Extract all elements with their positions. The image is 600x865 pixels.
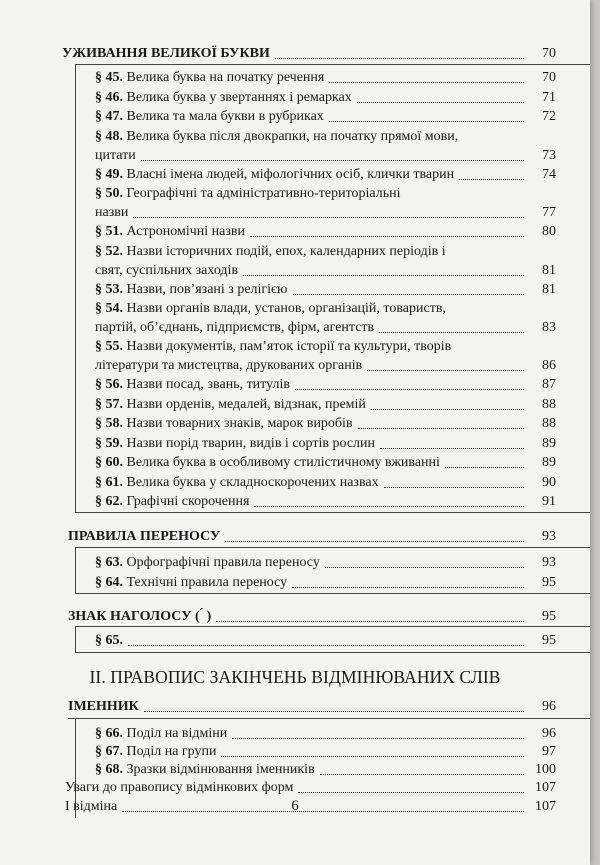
- toc-entry: [95, 555, 556, 571]
- page-ref: 71: [542, 89, 556, 105]
- toc-entry: [95, 633, 556, 649]
- toc-entry: [95, 167, 556, 183]
- dot-leader: [367, 370, 524, 371]
- entry-text: Назви порід тварин, видів і сортів рослин: [126, 435, 375, 451]
- toc-entry: [95, 186, 556, 202]
- entry-text: Географічні та адміністративно-територіальні: [126, 186, 401, 201]
- rule: [75, 652, 590, 653]
- section-number: § 68.: [95, 761, 123, 777]
- section-number: § 60.: [95, 455, 123, 470]
- dot-leader: [254, 506, 524, 507]
- dot-leader: [292, 587, 524, 588]
- dot-leader: [128, 645, 524, 646]
- section-number: § 64.: [95, 574, 123, 590]
- rule: [75, 626, 590, 627]
- section-number: § 62.: [95, 494, 123, 509]
- dot-leader: [243, 275, 524, 276]
- section-number: § 51.: [95, 224, 123, 239]
- page-ref: 87: [542, 377, 556, 392]
- entry-text-cont: партій, об’єднань, підприємств, фірм, агентств: [95, 320, 375, 335]
- vertical-rule: [75, 547, 76, 593]
- section-number: § 52.: [95, 243, 123, 259]
- entry-text: Назви орденів, медалей, відзнак, премій: [126, 396, 366, 412]
- dot-leader: [357, 102, 524, 103]
- entry-text: Зразки відмінювання іменників: [126, 761, 315, 777]
- dot-leader: [250, 236, 524, 237]
- dot-leader: [379, 332, 524, 333]
- toc-section: [68, 699, 556, 715]
- dot-leader: [459, 179, 524, 180]
- page-ref: 88: [542, 416, 556, 431]
- toc-entry-cont: [95, 205, 556, 221]
- section-number: § 45.: [95, 70, 123, 85]
- page-ref: 77: [542, 205, 556, 220]
- section-number: § 66.: [95, 725, 123, 741]
- entry-text: І відміна: [65, 798, 118, 814]
- entry-text: Назви історичних подій, епох, календарних періодів і: [126, 243, 446, 259]
- dot-leader: [384, 487, 524, 488]
- dot-leader: [329, 121, 524, 122]
- toc-entry: [95, 475, 556, 491]
- dot-leader: [371, 409, 524, 410]
- toc-entry: [95, 129, 556, 145]
- page-ref: 95: [542, 574, 556, 590]
- entry-text-cont: літератури та мистецтва, друкованих органів: [95, 358, 363, 373]
- page-ref: 90: [542, 474, 556, 490]
- page-ref: 95: [542, 608, 556, 624]
- toc-entry: [95, 762, 556, 778]
- entry-text: Орфографічні правила переносу: [126, 554, 320, 570]
- entry-text: Уваги до правопису відмінкових форм: [65, 779, 294, 795]
- section-title: УЖИВАННЯ ВЕЛИКОЇ БУКВИ: [62, 46, 270, 61]
- toc-entry: [95, 397, 556, 413]
- entry-text: Поділ на групи: [126, 743, 217, 759]
- section-number: § 58.: [95, 416, 123, 431]
- page-ref: 72: [542, 109, 556, 124]
- dot-leader: [325, 567, 524, 568]
- page-ref: 89: [542, 455, 556, 470]
- page-ref: 91: [542, 494, 556, 509]
- section-number: § 53.: [95, 281, 123, 297]
- page-ref: 70: [542, 46, 556, 61]
- page-ref: 97: [542, 743, 556, 759]
- page-ref: 74: [542, 166, 556, 182]
- entry-text: Велика буква після двокрапки, на початку прямої мови,: [126, 128, 459, 144]
- rule: [75, 593, 590, 594]
- entry-text: Назви товарних знаків, марок виробів: [126, 416, 353, 431]
- section-number: § 55.: [95, 339, 123, 354]
- entry-text: Назви органів влади, установ, організацій, товариств,: [126, 301, 446, 316]
- entry-text: Велика буква у звертаннях і ремарках: [126, 89, 352, 105]
- page-ref: 86: [542, 358, 556, 373]
- entry-text: Астрономічні назви: [126, 224, 246, 239]
- toc-entry: [95, 282, 556, 298]
- page-ref: 80: [542, 224, 556, 239]
- page-ref: 100: [535, 761, 556, 777]
- vertical-rule: [75, 64, 76, 512]
- section-title: ЗНАК НАГОЛОСУ ( ́ ): [68, 608, 212, 624]
- rule: [68, 718, 590, 719]
- rule: [75, 64, 590, 65]
- page-ref: 96: [542, 725, 556, 741]
- toc-section: [68, 609, 556, 625]
- page-number: 6: [291, 798, 299, 814]
- page-ref: 93: [542, 528, 556, 544]
- toc-entry-cont: [95, 320, 556, 336]
- rule: [75, 512, 590, 513]
- entry-text: Назви документів, пам’яток історії та культури, творів: [126, 339, 452, 354]
- section-title: ІМЕННИК: [68, 698, 139, 714]
- toc-entry-cont: [95, 358, 556, 374]
- toc-entry: [95, 90, 556, 106]
- entry-text: Велика буква на початку речення: [126, 70, 325, 85]
- dot-leader: [380, 448, 524, 449]
- entry-text: Власні імена людей, міфологічних осіб, клички тварин: [126, 166, 455, 182]
- dot-leader: [298, 792, 524, 793]
- section-number: § 57.: [95, 396, 123, 412]
- section-number: § 56.: [95, 377, 123, 392]
- entry-text: Назви, пов’язані з релігією: [126, 281, 288, 297]
- toc-entry: [95, 436, 556, 452]
- toc-entry: [95, 109, 556, 125]
- page-ref: 96: [542, 698, 556, 714]
- entry-text: Поділ на відміни: [126, 725, 228, 741]
- toc-entry: [95, 339, 556, 355]
- part-heading: ІІ. ПРАВОПИС ЗАКІНЧЕНЬ ВІДМІНЮВАНИХ СЛІВ: [89, 666, 501, 687]
- section-title: ПРАВИЛА ПЕРЕНОСУ: [68, 528, 221, 544]
- page-ref: 89: [542, 435, 556, 451]
- section-number: § 48.: [95, 128, 123, 144]
- dot-leader: [225, 541, 524, 542]
- dot-leader: [445, 467, 524, 468]
- dot-leader: [216, 621, 524, 622]
- toc-entry: [95, 416, 556, 432]
- toc-entry: [95, 244, 556, 260]
- section-number: § 65.: [95, 632, 123, 648]
- dot-leader: [133, 217, 524, 218]
- toc-entry: [95, 455, 556, 471]
- page-ref: 81: [542, 281, 556, 297]
- section-number: § 54.: [95, 301, 123, 316]
- section-number: § 67.: [95, 743, 123, 759]
- toc-entry: [95, 744, 556, 760]
- toc-entry: [95, 70, 556, 86]
- toc-entry-cont: [95, 263, 556, 279]
- entry-text: Велика буква у складноскорочених назвах: [126, 474, 379, 490]
- section-number: § 49.: [95, 166, 123, 182]
- toc-entry: [95, 377, 556, 393]
- entry-text: Назви посад, звань, титулів: [126, 377, 290, 392]
- section-number: § 47.: [95, 109, 123, 124]
- toc-section: [62, 46, 556, 62]
- rule: [75, 547, 590, 548]
- section-number: § 63.: [95, 554, 123, 570]
- page-ref: 73: [542, 147, 556, 163]
- toc-section: [68, 529, 556, 545]
- toc-entry: [95, 726, 556, 742]
- dot-leader: [358, 428, 524, 429]
- page-ref: 95: [542, 632, 556, 648]
- page-ref: 81: [542, 262, 556, 278]
- entry-text: Технічні правила переносу: [126, 574, 288, 590]
- dot-leader: [293, 294, 524, 295]
- section-number: § 46.: [95, 89, 123, 105]
- dot-leader: [320, 774, 524, 775]
- entry-text: Велика та мала букви в рубриках: [126, 109, 324, 124]
- entry-text-cont: цитати: [95, 147, 136, 163]
- toc-entry: [95, 301, 556, 317]
- toc-entry: [95, 224, 556, 240]
- entry-text-cont: назви: [95, 205, 129, 220]
- page-ref: 93: [542, 554, 556, 570]
- toc-entry-cont: [95, 148, 556, 164]
- entry-text: Графічні скорочення: [126, 494, 250, 509]
- vertical-rule: [75, 626, 76, 652]
- dot-leader: [232, 738, 524, 739]
- toc-entry: [65, 780, 556, 796]
- entry-text: Велика буква в особливому стилістичному вживанні: [126, 455, 440, 470]
- page-ref: 88: [542, 396, 556, 412]
- toc-entry: [95, 575, 556, 591]
- page-ref: 83: [542, 320, 556, 335]
- dot-leader: [295, 389, 524, 390]
- dot-leader: [329, 82, 524, 83]
- dot-leader: [275, 58, 524, 59]
- page-ref: 70: [542, 70, 556, 85]
- entry-text-cont: свят, суспільних заходів: [95, 262, 239, 278]
- toc-entry: [95, 494, 556, 510]
- dot-leader: [141, 160, 524, 161]
- dot-leader: [144, 711, 524, 712]
- section-number: § 59.: [95, 435, 123, 451]
- page-ref: 107: [535, 779, 556, 795]
- dot-leader: [221, 756, 524, 757]
- section-number: § 50.: [95, 186, 123, 201]
- page-ref: 107: [535, 798, 556, 814]
- section-number: § 61.: [95, 474, 123, 490]
